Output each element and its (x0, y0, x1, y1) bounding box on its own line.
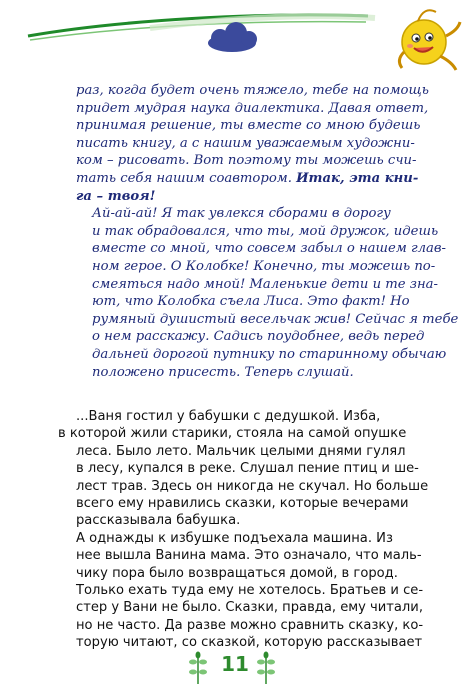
text-line: принимая решение, ты вместе со мною будешь (76, 118, 421, 134)
text-line: Только ехать туда ему не хотелось. Братьев и се- (76, 583, 424, 599)
page-number: 11 (221, 652, 249, 676)
text-line: ют, что Колобка съела Лиса. Это факт! Но (92, 294, 410, 310)
header-decoration (0, 0, 466, 80)
text-line-mixed (76, 170, 419, 188)
text-line: румяный душистый весельчак жив! Сейчас я тебе (92, 311, 459, 327)
text-line: леса. Было лето. Мальчик целыми днями гулял (76, 443, 406, 459)
text-line: Ай-ай-ай! Я так увлекся сборами в дорогу (92, 206, 391, 222)
text-line: стер у Вани не было. Сказки, правда, ему читали, (76, 600, 423, 616)
leaf-ornament-right-icon (257, 652, 275, 685)
text-line: ком – рисовать. Вот поэтому ты можешь счи- (76, 153, 417, 169)
text-line: в которой жили старики, стояла на самой опушке (58, 426, 407, 442)
bold-line (76, 188, 416, 206)
text-line: придет мудрая наука диалектика. Давая ответ, (76, 100, 429, 116)
text-line: в лесу, купался в реке. Слушал пение птиц и ше- (76, 461, 419, 477)
text-line: нее вышла Ванина мама. Это означало, что маль- (76, 548, 422, 564)
text-line: но не часто. Да разве можно сравнить сказку, ко- (76, 617, 424, 633)
story-paragraph-2 (58, 530, 424, 652)
text-line: и так обрадовался, что ты, мой дружок, идешь (92, 223, 439, 239)
text-line: торую читают, со сказкой, которую рассказывает (76, 635, 423, 651)
narrator-paragraph-1 (76, 82, 429, 205)
bold-phrase: Итак, эта кни- (296, 170, 419, 186)
cloud-icon (208, 22, 257, 52)
bold-phrase-end: га – твоя! (76, 188, 156, 204)
text-line: о нем расскажу. Садись поудобнее, ведь перед (92, 329, 425, 345)
text-line: положено присесть. Теперь слушай. (92, 364, 354, 380)
story-text-block (58, 408, 429, 652)
text-fragment: тать себя нашим соавтором. (76, 170, 292, 186)
narrator-paragraph-2 (76, 205, 459, 381)
leaf-ornament-left-icon (189, 652, 207, 685)
text-line: лест трав. Здесь он никогда не скучал. Но больше (76, 478, 429, 494)
text-line: ...Ваня гостил у бабушки с дедушкой. Изба, (76, 409, 381, 424)
text-line: ном герое. О Колобке! Конечно, ты можешь по- (92, 258, 436, 274)
narrator-text-block (76, 82, 459, 381)
text-line: смеяться надо мной! Маленькие дети и те зна- (92, 276, 438, 292)
kolobok-icon (399, 10, 460, 70)
text-line: вместе со мной, что совсем забыл о нашем глав- (92, 241, 447, 257)
text-line: всего ему нравились сказки, которые вечерами (76, 496, 409, 512)
story-paragraph-1 (58, 408, 429, 530)
text-line: писать книгу, а с нашим уважаемым художни- (76, 135, 415, 151)
text-line: рассказывала бабушка. (76, 513, 241, 529)
text-line: А однажды к избушке подъехала машина. Из (76, 530, 393, 546)
text-line: дальней дорогой путнику по старинному обычаю (92, 346, 447, 362)
text-line: чику пора было возвращаться домой, в город. (76, 565, 398, 581)
text-line: раз, когда будет очень тяжело, тебе на помощь (76, 83, 429, 98)
